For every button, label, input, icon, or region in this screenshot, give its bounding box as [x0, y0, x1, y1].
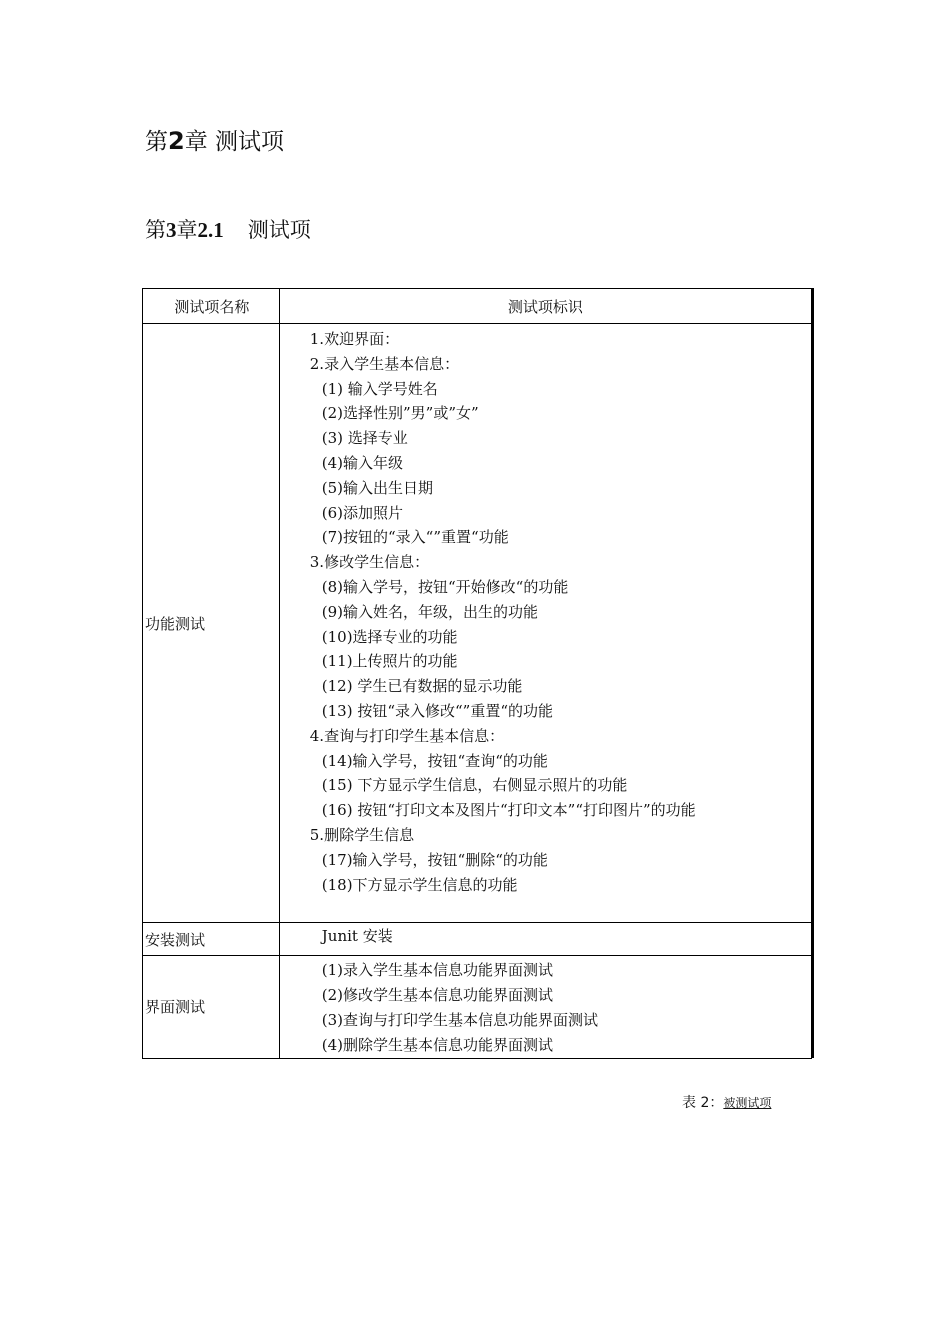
section-heading	[145, 214, 311, 244]
list-item: (4)删除学生基本信息功能界面测试	[321, 1035, 554, 1054]
heading-number: 2	[168, 127, 185, 155]
caption-prefix: 表 2：	[682, 1095, 724, 1111]
list-item: (12) 学生已有数据的显示功能	[321, 677, 523, 696]
chapter-heading	[145, 123, 284, 156]
list-item: (14)输入学号，按钮“查询“的功能	[321, 751, 548, 770]
install-test-list	[280, 924, 811, 955]
section-mid: 章	[176, 218, 198, 242]
table-row	[143, 324, 812, 923]
list-item: (6)添加照片	[321, 503, 404, 522]
ui-test-list	[280, 956, 811, 1057]
list-item: (8)输入学号，按钮“开始修改“的功能	[321, 577, 569, 596]
list-item: Junit 安装	[321, 926, 393, 945]
table-row	[143, 923, 812, 956]
heading-prefix: 第	[145, 129, 168, 155]
list-item: 4.查询与打印学生基本信息：	[309, 726, 505, 745]
section-prefix: 第	[145, 218, 166, 242]
table-caption	[682, 1092, 771, 1112]
list-item: (2)修改学生基本信息功能界面测试	[321, 986, 554, 1005]
list-item: (5)输入出生日期	[321, 478, 434, 497]
list-item: (15) 下方显示学生信息，右侧显示照片的功能	[321, 776, 628, 795]
column-header-id: 测试项标识	[279, 289, 811, 324]
section-number: 2.1	[197, 218, 224, 242]
row-items-install-test	[279, 923, 811, 956]
list-item: (16) 按钮“打印文本及图片“打印文本”“打印图片”的功能	[321, 801, 696, 820]
list-item: 2.录入学生基本信息：	[309, 354, 460, 373]
row-items-function-test	[279, 324, 811, 923]
list-item: (3)查询与打印学生基本信息功能界面测试	[321, 1010, 599, 1029]
list-item: 5.删除学生信息	[309, 825, 415, 844]
row-name-ui-test: 界面测试	[143, 956, 280, 1058]
list-item: (9)输入姓名，年级，出生的功能	[321, 602, 539, 621]
list-item: (3) 选择专业	[321, 429, 408, 448]
section-title: 测试项	[247, 218, 311, 242]
section-chapter-number: 3	[166, 218, 177, 242]
function-test-list	[280, 324, 811, 922]
row-name-function-test: 功能测试	[143, 324, 280, 923]
test-items-table	[142, 288, 812, 1059]
list-item: (10)选择专业的功能	[321, 627, 458, 646]
list-item: (11)上传照片的功能	[321, 652, 458, 671]
list-item: (1) 输入学号姓名	[321, 379, 438, 398]
table-row	[143, 956, 812, 1058]
list-item: (2)选择性别”男”或”女”	[321, 404, 479, 423]
list-item: (1)录入学生基本信息功能界面测试	[321, 961, 554, 980]
list-item: (13) 按钮“录入修改“”重置“的功能	[321, 701, 553, 720]
row-name-install-test: 安装测试	[143, 923, 280, 956]
list-item: 3.修改学生信息：	[309, 553, 430, 572]
table-right-border	[812, 288, 814, 1058]
table-header-row	[143, 289, 812, 324]
heading-title: 章 测试项	[184, 129, 285, 155]
list-item: (18)下方显示学生信息的功能	[321, 875, 518, 894]
list-item: (17)输入学号，按钮“删除“的功能	[321, 850, 548, 869]
list-item: (7)按钮的“录入“”重置“功能	[321, 528, 509, 547]
row-items-ui-test	[279, 956, 811, 1058]
list-item: 1.欢迎界面：	[309, 330, 400, 348]
list-item: (4)输入年级	[321, 453, 404, 472]
caption-link[interactable]: 被测试项	[723, 1096, 772, 1110]
column-header-name: 测试项名称	[143, 289, 280, 324]
